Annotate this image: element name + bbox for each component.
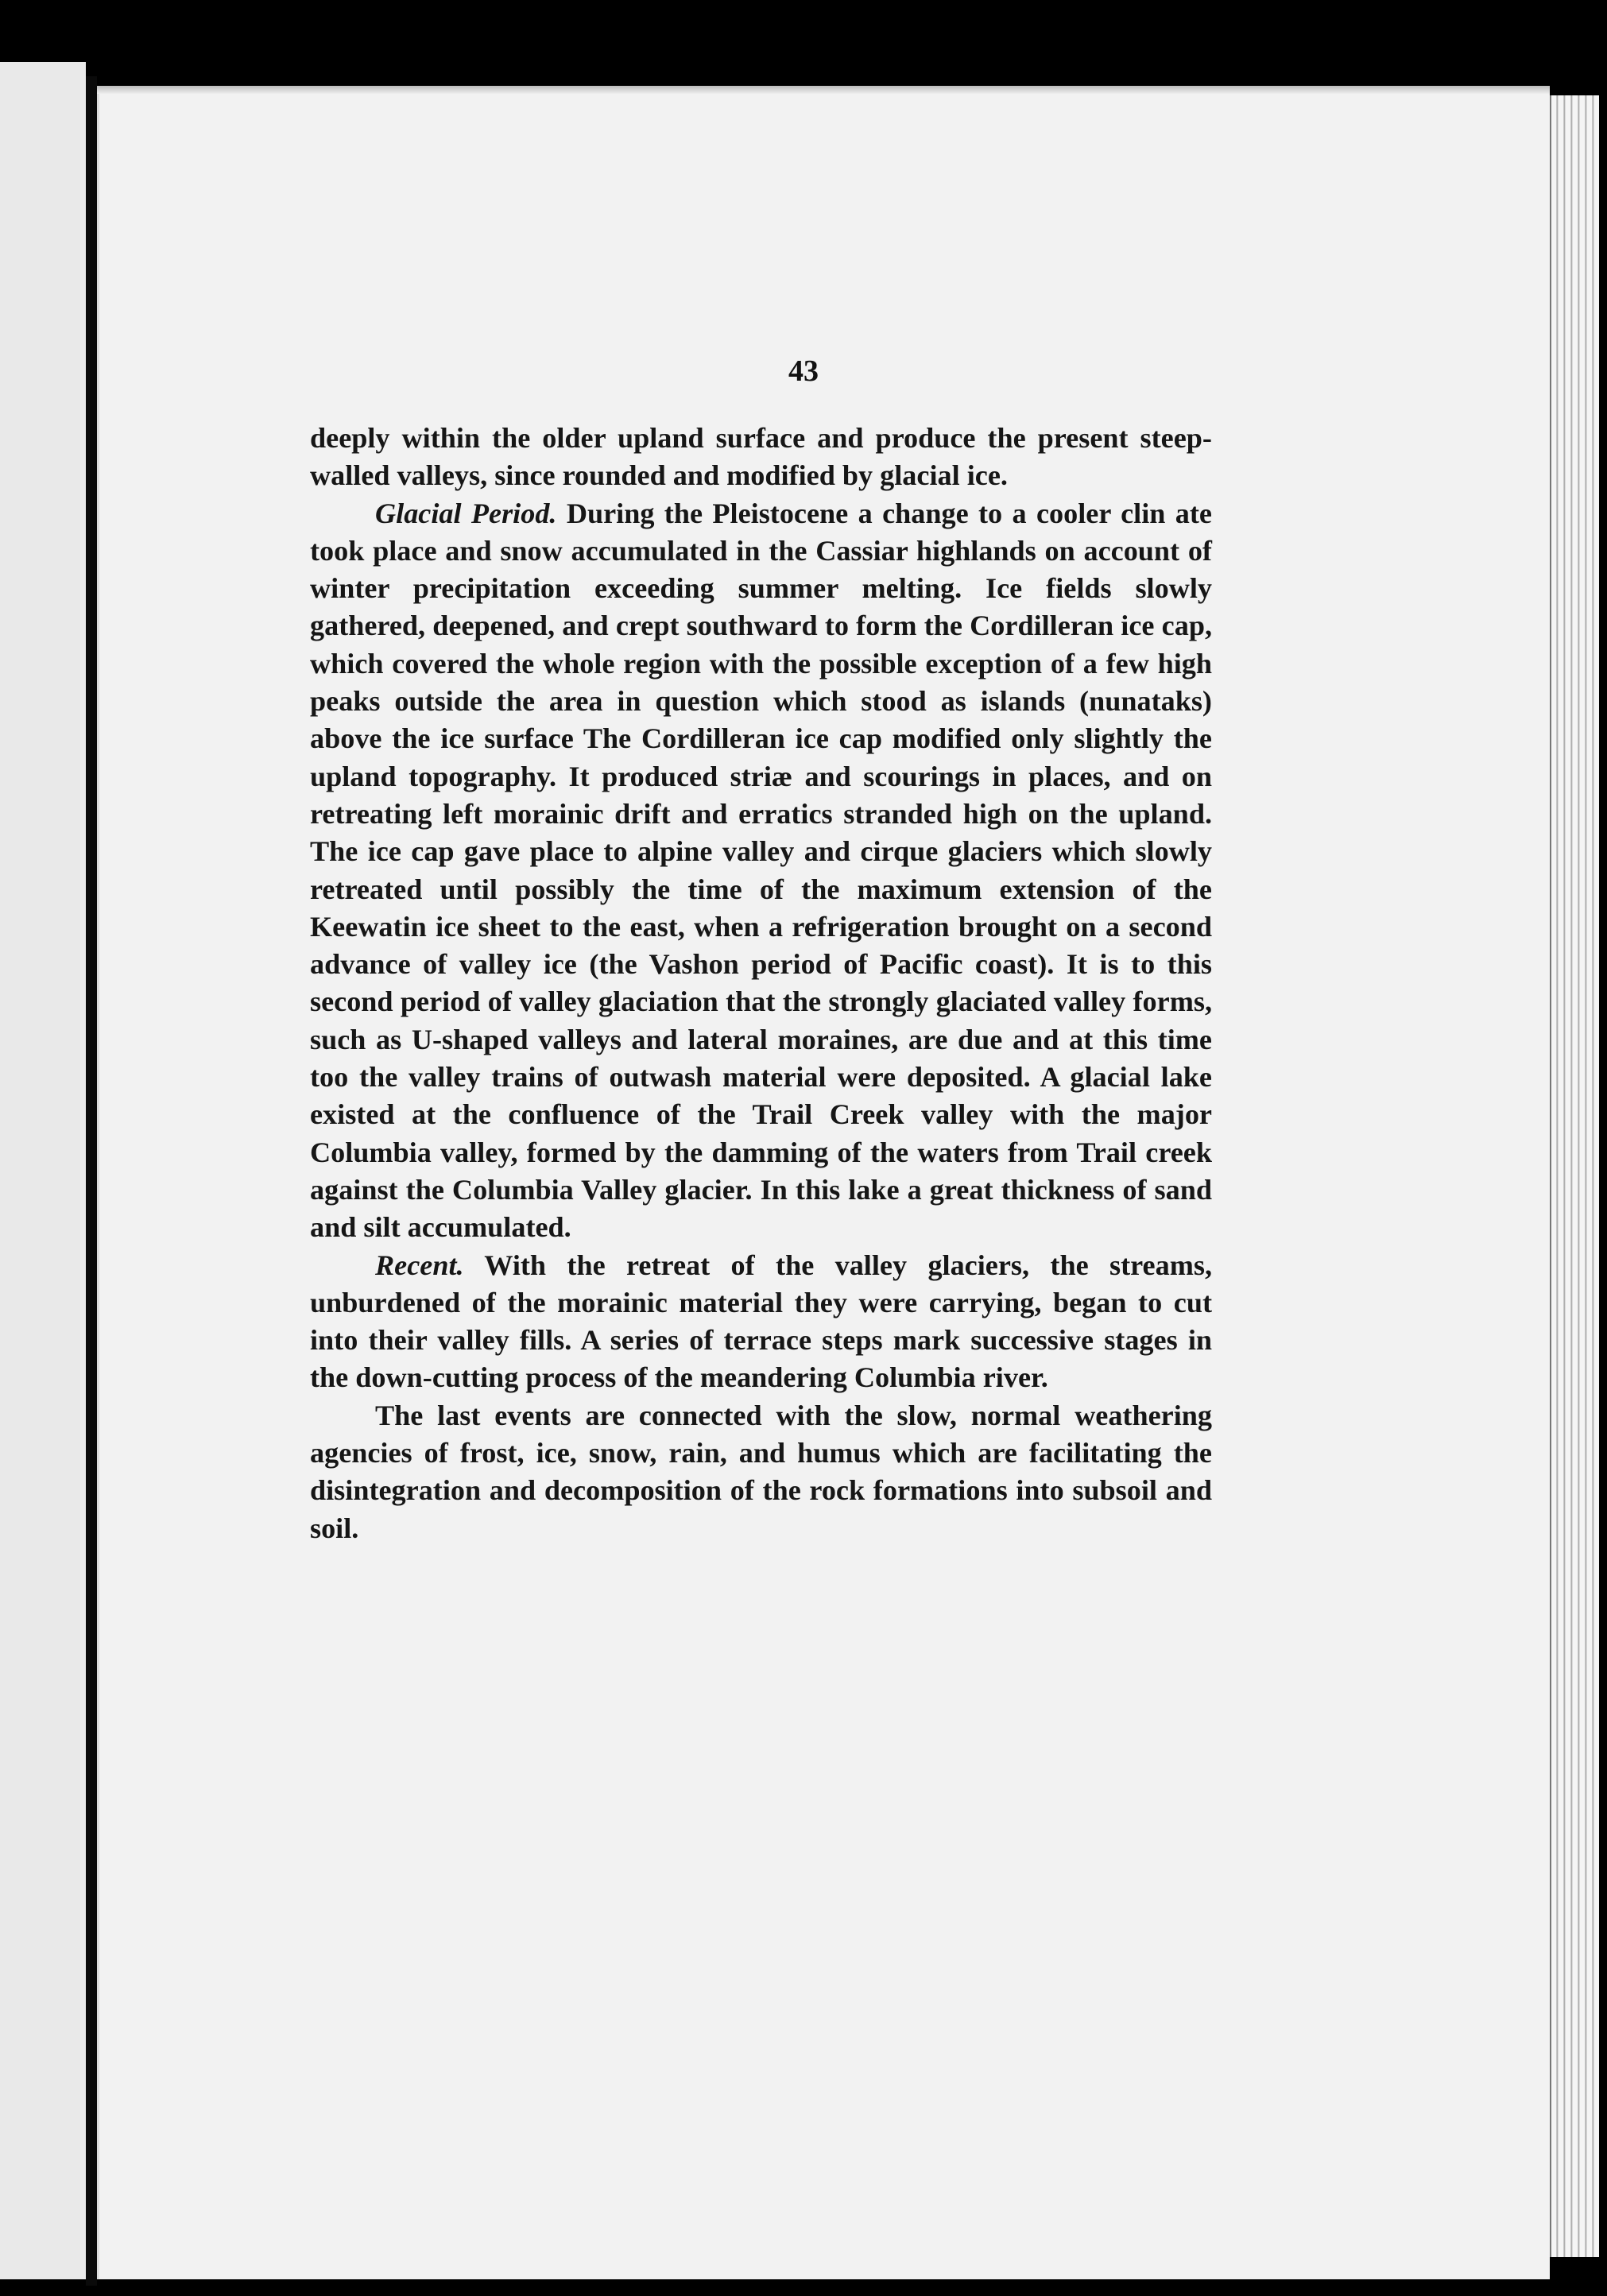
- page-number: 43: [788, 354, 819, 388]
- facing-page-edge: [0, 62, 86, 2279]
- glacial-period-text: During the Pleistocene a change to a cooler clin ate took place and snow accumulated in the Cassiar highlands on account of winter precipitation exceeding summer melting. Ice fields slowly gathered, deepened, and crept southward to form the Cordilleran ice cap, which covered the whole region with the possible exception of a few high peaks outside the area in question which stood as islands (nunataks) above the ice surface The Cordilleran ice cap modified only slightly the upland topography. It produced striæ and scourings in places, and on retreating left morainic drift and erratics stranded high on the upland. The ice cap gave place to alpine valley and cirque glaciers which slowly retreated until possibly the time of the maximum extension of the Keewatin ice sheet to the east, when a refrigeration brought on a second advance of valley ice (the Vashon period of Pacific coast). It is to this second period of valley glaciation that the strongly glaciated valley forms, such as U-shaped valleys and lateral moraines, are due and at this time too the valley trains of outwash material were deposited. A glacial lake existed at the confluence of the Trail Creek valley with the major Columbia valley, formed by the damming of the waters from Trail creek against the Columbia Valley glacier. In this lake a great thickness of sand and silt accumulated.: [310, 497, 1212, 1244]
- glacial-period-heading: Glacial Period.: [375, 497, 557, 529]
- paragraph-1: [310, 420, 1212, 495]
- body-text: [310, 420, 1212, 1547]
- paragraph-recent: [310, 1247, 1212, 1397]
- page-fore-edge-stack: [1550, 95, 1599, 2257]
- recent-heading: Recent.: [375, 1249, 464, 1281]
- recent-text: With the retreat of the valley glaciers, the streams, unburdened of the morainic material they were carrying, began to cut into their valley fills. A series of terrace steps mark successive stages in the down-cutting process of the meandering Columbia river.: [310, 1249, 1212, 1394]
- last-events-text: The last events are connected with the slow, normal weathering agencies of frost, ice, snow, rain, and humus which are facilitating the disintegration and decomposition of the rock formations into subsoil and soil.: [310, 1399, 1212, 1544]
- page-top-edge: [97, 86, 1550, 94]
- paragraph-1-text: deeply within the older upland surface and produce the present steep-walled valleys, since rounded and modified by glacial ice.: [310, 422, 1212, 492]
- paragraph-last-events: [310, 1397, 1212, 1547]
- paragraph-glacial-period: [310, 495, 1212, 1247]
- book-spine-shadow: [86, 76, 97, 2286]
